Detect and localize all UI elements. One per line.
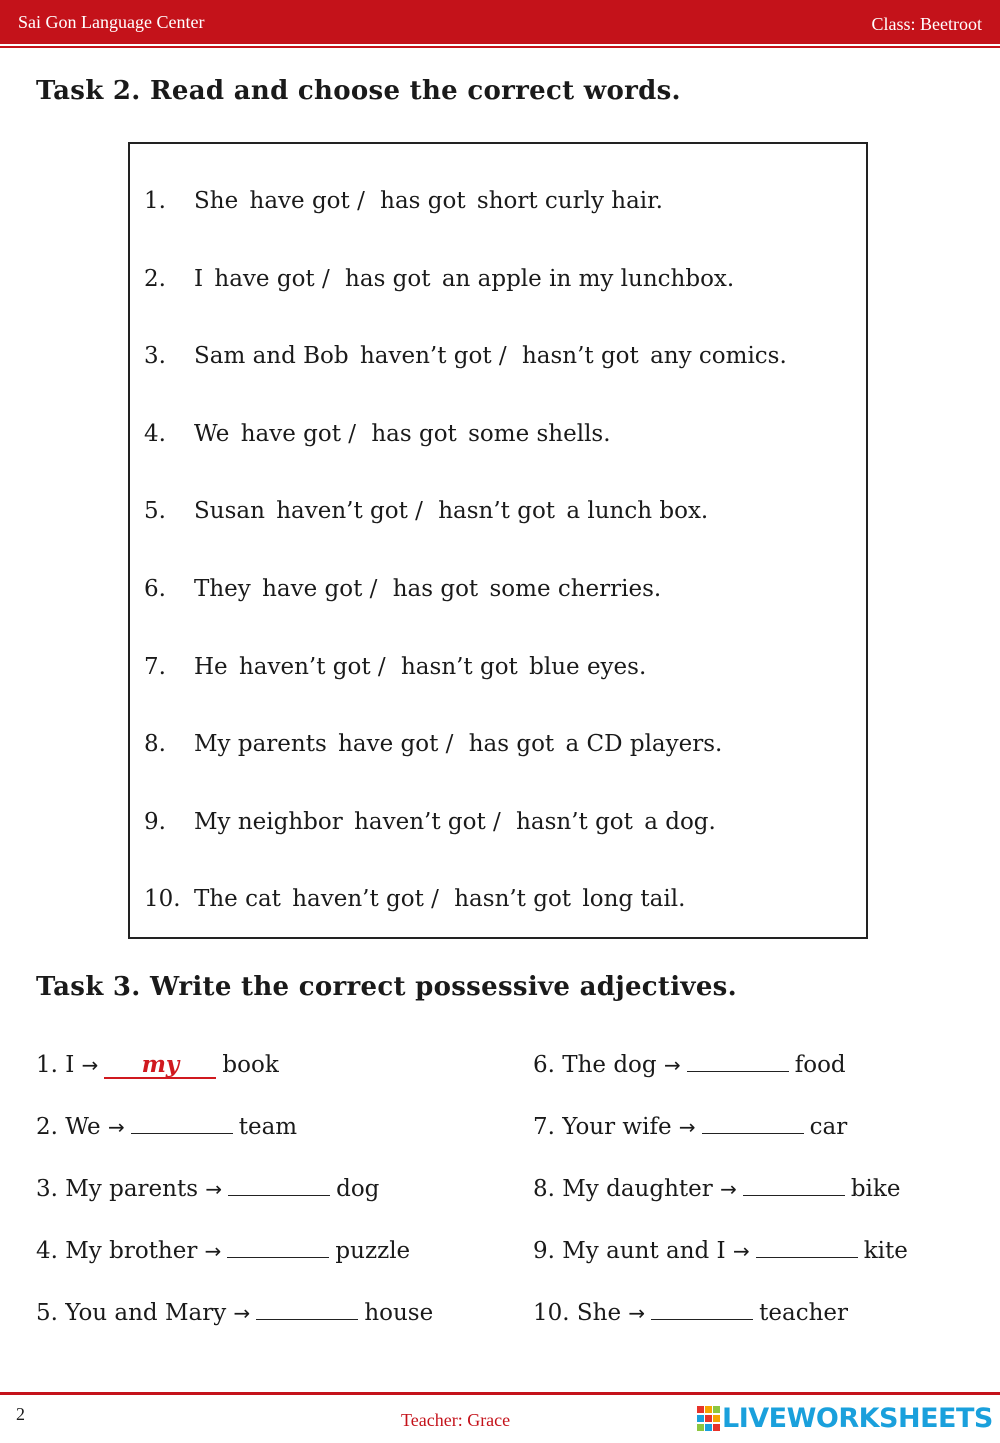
task3-subject: 3. My parents [36, 1176, 199, 1202]
task2-option-2[interactable]: hasn’t got [516, 808, 633, 835]
task3-subject: 9. My aunt and I [533, 1238, 726, 1264]
task2-option-1[interactable]: have got / [240, 420, 357, 447]
teacher-name: Teacher: Grace [401, 1410, 511, 1430]
task2-item-rest: a lunch box. [566, 498, 709, 525]
task2-box [128, 142, 868, 939]
task3-item [36, 1300, 433, 1326]
task3-subject: 6. The dog [533, 1052, 657, 1078]
task3-noun: dog [336, 1176, 380, 1202]
task2-item [144, 576, 661, 602]
task2-item-subject: We [194, 420, 230, 447]
task2-item [144, 886, 685, 912]
answer-blank[interactable] [687, 1053, 789, 1072]
task2-item-number: 6. [144, 576, 166, 602]
arrow-right-icon: → [107, 1115, 125, 1139]
task3-item [533, 1114, 847, 1140]
arrow-right-icon: → [732, 1239, 750, 1263]
task2-item-rest: some cherries. [489, 576, 662, 602]
task2-item [144, 809, 716, 835]
task3-subject: 8. My daughter [533, 1176, 713, 1202]
task2-option-2[interactable]: hasn’t got [400, 653, 518, 680]
task2-item-number: 2. [144, 265, 166, 292]
task3-subject: 2. We [36, 1114, 101, 1140]
arrow-right-icon: → [663, 1053, 681, 1077]
task2-item-rest: any comics. [650, 343, 787, 370]
task2-item-rest: a dog. [644, 808, 716, 835]
task2-option-1[interactable]: haven’t got / [238, 653, 386, 680]
arrow-right-icon: → [81, 1053, 99, 1077]
task3-noun: house [364, 1300, 434, 1326]
task3-noun: team [238, 1114, 298, 1140]
task2-option-1[interactable]: haven’t got / [276, 498, 423, 525]
task3-noun: kite [863, 1238, 908, 1264]
task2-item-number: 10. [144, 886, 181, 913]
task2-option-2[interactable]: has got [468, 731, 555, 758]
task2-option-1[interactable]: haven’t got / [292, 886, 439, 913]
task2-item [144, 731, 722, 757]
task2-option-1[interactable]: have got / [214, 265, 330, 292]
task2-item-number: 9. [144, 808, 166, 835]
task2-item-subject: My neighbor [194, 808, 343, 835]
task2-item-number: 4. [144, 420, 166, 447]
task2-item [144, 498, 708, 524]
task2-item [144, 343, 787, 369]
answer-blank[interactable] [702, 1115, 804, 1134]
task2-item-rest: long tail. [582, 886, 686, 913]
task2-option-1[interactable]: have got / [262, 576, 378, 602]
task2-option-2[interactable]: has got [380, 188, 466, 214]
page-number: 2 [16, 1404, 25, 1424]
task3-subject: 4. My brother [36, 1238, 198, 1264]
task2-item [144, 421, 611, 447]
task2-item-subject: Susan [194, 498, 265, 525]
answer-example: my [104, 1053, 216, 1079]
arrow-right-icon: → [233, 1301, 251, 1325]
center-name: Sai Gon Language Center [18, 12, 205, 32]
task2-item-rest: blue eyes. [529, 653, 647, 680]
task2-item-subject: My parents [194, 731, 327, 758]
answer-blank[interactable] [228, 1177, 330, 1196]
task2-item-rest: short curly hair. [476, 188, 663, 214]
task3-item [36, 1238, 410, 1264]
class-name: Class: Beetroot [871, 14, 982, 34]
answer-blank[interactable] [651, 1301, 753, 1320]
task2-item-number: 7. [144, 653, 166, 680]
task2-item-subject: She [194, 188, 239, 214]
task2-item-number: 1. [144, 188, 166, 214]
task2-option-2[interactable]: hasn’t got [438, 498, 556, 525]
task2-title: Task 2. Read and choose the correct words. [36, 76, 681, 106]
header-divider [0, 46, 1000, 48]
task2-option-2[interactable]: has got [345, 265, 431, 292]
task3-item [533, 1176, 900, 1202]
arrow-right-icon: → [204, 1239, 222, 1263]
task2-item-rest: an apple in my lunchbox. [441, 265, 735, 292]
task3-noun: bike [850, 1176, 901, 1202]
task2-item-rest: a CD players. [565, 731, 723, 758]
task3-noun: car [809, 1114, 848, 1140]
task2-item-subject: Sam and Bob [194, 343, 349, 370]
task3-noun: puzzle [335, 1238, 411, 1264]
answer-blank[interactable] [743, 1177, 845, 1196]
task2-item [144, 266, 734, 292]
answer-blank[interactable] [131, 1115, 233, 1134]
footer-divider [0, 1392, 1000, 1395]
arrow-right-icon: → [628, 1301, 646, 1325]
task2-option-2[interactable]: has got [392, 576, 479, 602]
arrow-right-icon: → [205, 1177, 223, 1201]
task2-item-subject: They [194, 576, 251, 602]
task2-item-number: 5. [144, 498, 166, 525]
task3-item [533, 1238, 908, 1264]
task3-noun: book [222, 1052, 279, 1078]
task3-noun: teacher [759, 1300, 849, 1326]
task3-item [533, 1300, 848, 1326]
task2-option-2[interactable]: hasn’t got [454, 886, 572, 913]
task2-item [144, 654, 646, 680]
answer-blank[interactable] [256, 1301, 358, 1320]
task3-subject: 1. I [36, 1052, 75, 1078]
task2-item-rest: some shells. [468, 420, 611, 447]
task2-item-subject: The cat [194, 886, 281, 913]
task3-title: Task 3. Write the correct possessive adjectives. [36, 972, 737, 1002]
liveworksheets-logo-icon [697, 1406, 721, 1432]
task2-option-2[interactable]: hasn’t got [521, 343, 639, 370]
task2-item-number: 3. [144, 343, 166, 370]
task2-item-number: 8. [144, 731, 166, 758]
header-bar [0, 0, 1000, 44]
task3-item [36, 1052, 279, 1079]
task3-noun: food [794, 1052, 846, 1078]
arrow-right-icon: → [720, 1177, 737, 1201]
task2-option-1[interactable]: have got / [249, 188, 365, 214]
arrow-right-icon: → [678, 1115, 696, 1139]
task2-item-subject: He [194, 653, 228, 680]
task3-subject: 10. She [533, 1300, 622, 1326]
task3-item [36, 1176, 379, 1202]
task2-option-1[interactable]: have got / [338, 731, 454, 758]
task3-item [533, 1052, 846, 1078]
liveworksheets-brand: LIVEWORKSHEETS [722, 1403, 993, 1434]
task3-subject: 7. Your wife [533, 1114, 672, 1140]
task2-option-1[interactable]: haven’t got / [354, 808, 501, 835]
answer-blank[interactable] [227, 1239, 329, 1258]
task2-option-2[interactable]: has got [371, 420, 457, 447]
answer-blank[interactable] [756, 1239, 858, 1258]
task3-subject: 5. You and Mary [36, 1300, 227, 1326]
task2-item [144, 188, 663, 214]
task2-option-1[interactable]: haven’t got / [359, 343, 507, 370]
task2-item-subject: I [194, 265, 204, 292]
task3-item [36, 1114, 297, 1140]
